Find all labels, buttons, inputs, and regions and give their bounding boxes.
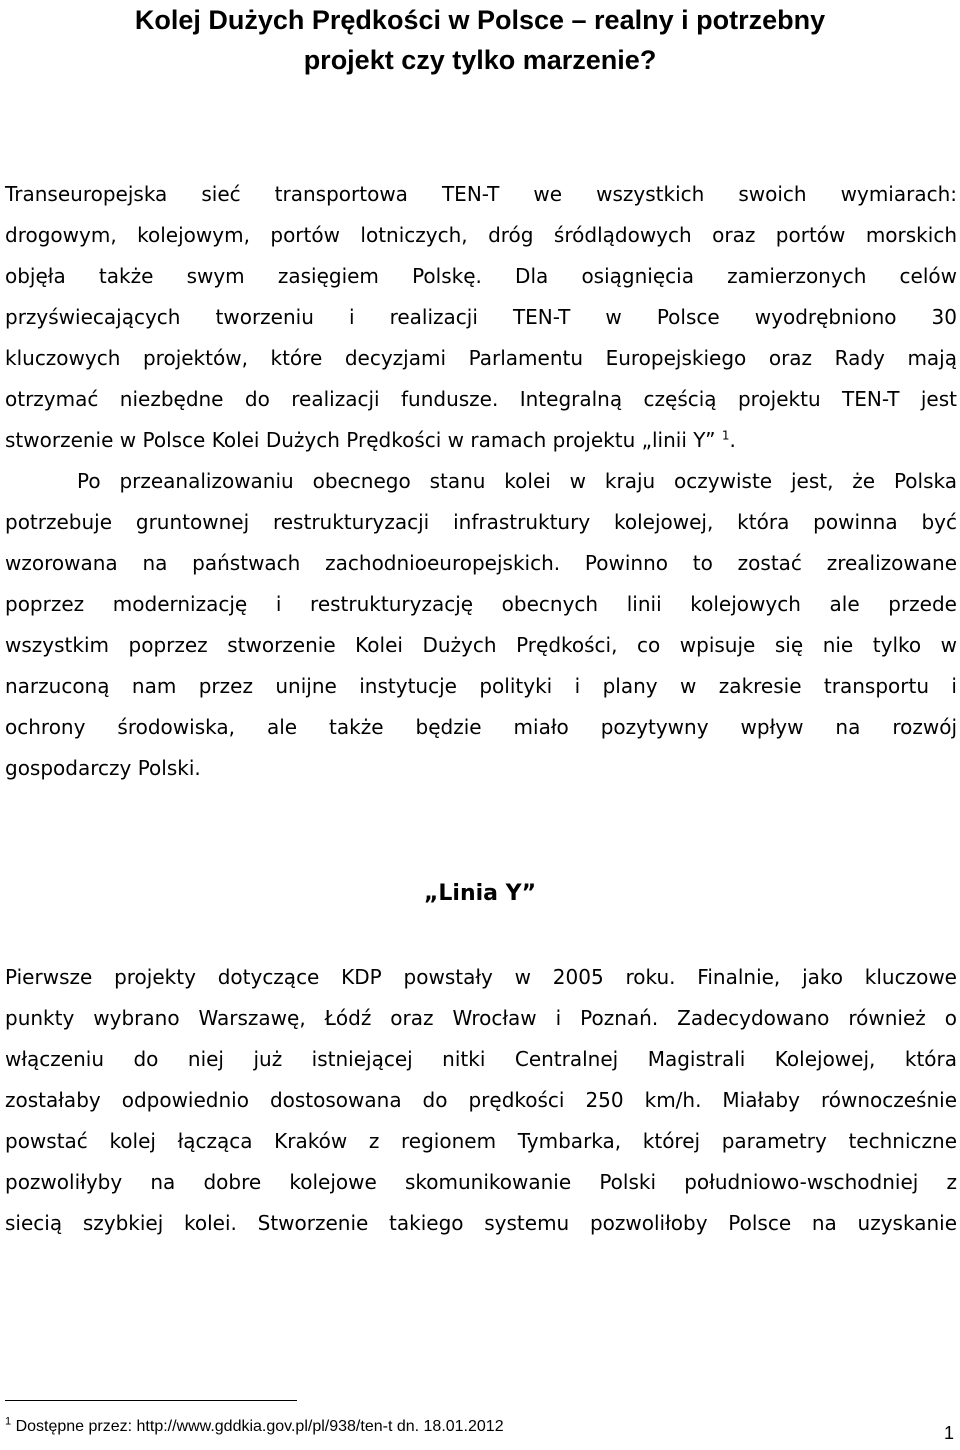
paragraph-line: powstać kolej łącząca Kraków z regionem Tymbarka, której parametry techniczne (5, 1129, 957, 1153)
paragraph-line: wszystkim poprzez stworzenie Kolei Dużych Prędkości, co wpisuje się nie tylko w (5, 633, 957, 657)
document-title (0, 0, 960, 80)
page-number: 1 (943, 1423, 954, 1443)
footnote (5, 1415, 504, 1439)
paragraph-line: pozwoliłyby na dobre kolejowe skomunikowanie Polski południowo-wschodniej z (5, 1170, 957, 1194)
paragraph-line: wzorowana na państwach zachodnioeuropejskich. Powinno to zostać zrealizowane (5, 551, 957, 575)
paragraph-ten-t (5, 174, 957, 461)
footnote-marker: 1 (5, 1415, 12, 1428)
paragraph-line: Pierwsze projekty dotyczące KDP powstały w 2005 roku. Finalnie, jako kluczowe (5, 965, 957, 989)
title-line-2: projekt czy tylko marzenie? (303, 45, 657, 75)
sentence-end: . (729, 428, 736, 452)
paragraph-linia-y (5, 957, 957, 1244)
paragraph-line-text: stworzenie w Polsce Kolei Dużych Prędkości w ramach projektu „linii Y” (5, 428, 716, 452)
title-line-1: Kolej Dużych Prędkości w Polsce – realny i potrzebny (134, 5, 826, 35)
paragraph-line: przyświecających tworzeniu i realizacji TEN-T w Polsce wyodrębniono 30 (5, 305, 957, 329)
paragraph-line: poprzez modernizację i restrukturyzację obecnych linii kolejowych ale przede (5, 592, 957, 616)
paragraph-restructuring (5, 461, 957, 789)
footnote-reference[interactable]: 1 (721, 428, 730, 443)
paragraph-line: narzuconą nam przez unijne instytucje polityki i plany w zakresie transportu i (5, 674, 957, 698)
paragraph-line: siecią szybkiej kolei. Stworzenie takiego systemu pozwoliłoby Polsce na uzyskanie (5, 1211, 957, 1235)
footnote-text: Dostępne przez: http://www.gddkia.gov.pl/pl/938/ten-t dn. 18.01.2012 (15, 1418, 504, 1435)
paragraph-line: kluczowych projektów, które decyzjami Parlamentu Europejskiego oraz Rady mają (5, 346, 957, 370)
paragraph-line: Transeuropejska sieć transportowa TEN-T we wszystkich swoich wymiarach: (5, 182, 957, 206)
paragraph-line: otrzymać niezbędne do realizacji fundusze. Integralną częścią projektu TEN-T jest (5, 387, 957, 411)
paragraph-line: objęła także swym zasięgiem Polskę. Dla osiągnięcia zamierzonych celów (5, 264, 957, 288)
paragraph-line: ochrony środowiska, ale także będzie miało pozytywny wpływ na rozwój (5, 715, 957, 739)
paragraph-line: potrzebuje gruntownej restrukturyzacji infrastruktury kolejowej, która powinna być (5, 510, 957, 534)
paragraph-line: zostałaby odpowiednio dostosowana do prędkości 250 km/h. Miałaby równocześnie (5, 1088, 957, 1112)
paragraph-line: gospodarczy Polski. (5, 756, 201, 780)
paragraph-line: włączeniu do niej już istniejącej nitki Centralnej Magistrali Kolejowej, która (5, 1047, 957, 1071)
paragraph-last-line (5, 420, 957, 461)
paragraph-line: punkty wybrano Warszawę, Łódź oraz Wrocław i Poznań. Zadecydowano również o (5, 1006, 957, 1030)
paragraph-line: Po przeanalizowaniu obecnego stanu kolei w kraju oczywiste jest, że Polska (77, 469, 957, 493)
footnote-divider (5, 1400, 297, 1401)
section-heading-linia-y: „Linia Y” (423, 881, 537, 906)
paragraph-line: drogowym, kolejowym, portów lotniczych, dróg śródlądowych oraz portów morskich (5, 223, 957, 247)
